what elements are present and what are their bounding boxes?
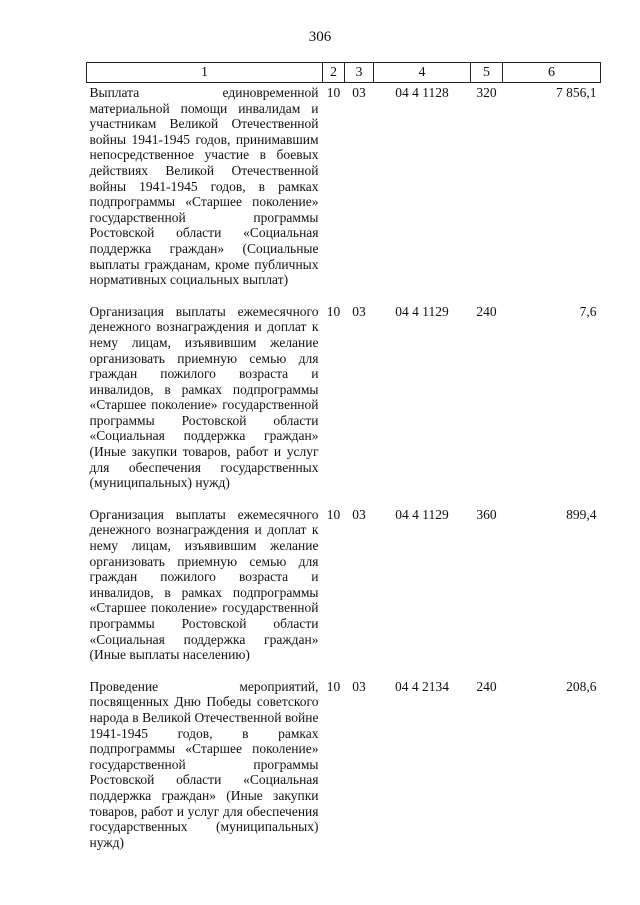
- row-subsection: 03: [352, 678, 366, 694]
- budget-table: [86, 62, 601, 864]
- row-subsection: 03: [352, 506, 366, 522]
- row-expense-type: 360: [476, 506, 497, 522]
- row-expense-type: 240: [476, 678, 497, 694]
- row-subsection: 03: [352, 85, 366, 100]
- row-target-code: 04 4 1129: [395, 506, 449, 522]
- row-section: 10: [326, 506, 341, 522]
- row-amount: 899,4: [566, 506, 597, 522]
- row-target-code: 04 4 2134: [395, 678, 449, 694]
- table-row: [87, 677, 601, 865]
- row-subsection: 03: [352, 303, 366, 319]
- table-row: [87, 302, 601, 505]
- row-target-code: 04 4 1129: [395, 303, 449, 319]
- table-row: [87, 505, 601, 677]
- row-amount: 208,6: [566, 678, 597, 694]
- page-number: 306: [308, 29, 332, 45]
- row-description: Выплата единовременной материальной помощи инвалидам и участникам Великой Отечественной войны 1941-1945 годов, принимавшим непосредственное участие в боевых действиях Великой Отечественной войны 1941-1945 годов, в рамках подпрограммы «Старшее поколение» государственной программы Ростовской области «Социальная поддержка граждан» (Социальные выплаты гражданам, кроме публичных нормативных социальных выплат): [89, 85, 319, 288]
- row-target-code: 04 4 1128: [395, 85, 449, 100]
- row-amount: 7 856,1: [556, 85, 597, 100]
- row-description: Организация выплаты ежемесячного денежного вознаграждения и доплат к нему лицам, изъявившим желание организовать приемную семью для граждан пожилого возраста и инвалидов, в рамках подпрограммы «Старшее поколение» государственной программы Ростовской области «Социальная поддержка граждан» (Иные выплаты населению): [89, 506, 319, 663]
- row-section: 10: [326, 303, 341, 319]
- header-col-1: 1: [87, 63, 323, 83]
- row-amount: 7,6: [579, 303, 597, 319]
- row-expense-type: 240: [476, 303, 497, 319]
- row-description: Организация выплаты ежемесячного денежного вознаграждения и доплат к нему лицам, изъявившим желание организовать приемную семью для граждан пожилого возраста и инвалидов, в рамках подпрограммы «Старшее поколение» государственной программы Ростовской области «Социальная поддержка граждан» (Иные закупки товаров, работ и услуг для обеспечения государственных (муниципальных) нужд): [89, 303, 319, 491]
- row-expense-type: 320: [476, 85, 497, 100]
- header-col-6: 6: [503, 63, 601, 83]
- header-col-4: 4: [374, 63, 471, 83]
- header-col-2: 2: [323, 63, 345, 83]
- table-row: [87, 83, 601, 302]
- header-col-3: 3: [345, 63, 374, 83]
- row-section: 10: [326, 85, 341, 100]
- table-header: [87, 63, 601, 83]
- row-description: Проведение мероприятий, посвященных Дню Победы советского народа в Великой Отечественной войне 1941-1945 годов, в рамках подпрограммы «Старшее поколение» государственной программы Ростовской области «Социальная поддержка граждан» (Иные закупки товаров, работ и услуг для обеспечения государственных (муниципальных) нужд): [89, 678, 319, 850]
- row-section: 10: [326, 678, 341, 694]
- header-col-5: 5: [471, 63, 503, 83]
